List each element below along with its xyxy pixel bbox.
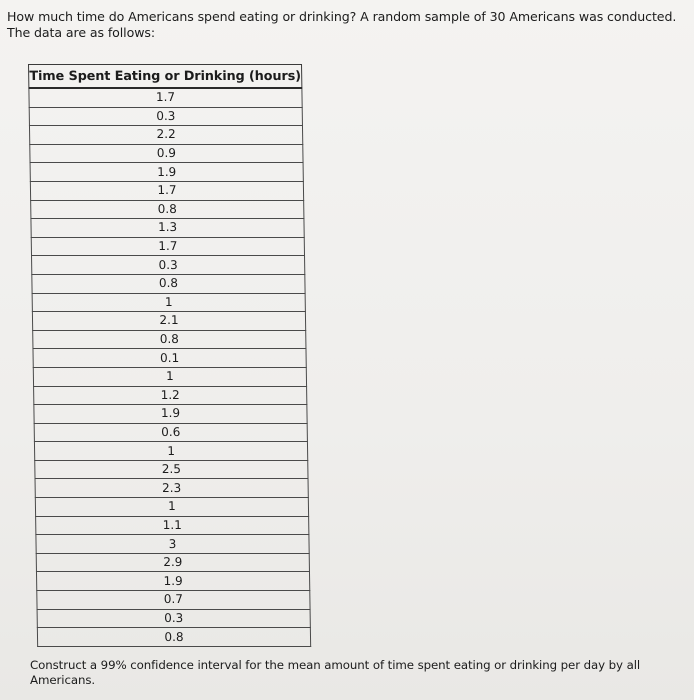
table-cell-value: 2.5 xyxy=(35,460,308,479)
table-cell-value: 1 xyxy=(32,293,305,312)
table-cell-value: 2.9 xyxy=(36,553,309,572)
table-row xyxy=(36,572,309,591)
table-row xyxy=(32,312,305,331)
table-row xyxy=(37,628,310,647)
table-cell-value: 1.2 xyxy=(34,386,307,405)
table-header: Time Spent Eating or Drinking (hours) xyxy=(29,65,302,89)
table-cell-value: 1 xyxy=(34,442,307,461)
intro-line-1: How much time do Americans spend eating or drinking? A random sample of 30 Americans was conducted. xyxy=(7,9,677,24)
table-row xyxy=(36,516,309,535)
table-row xyxy=(35,460,308,479)
table-row xyxy=(34,442,307,461)
table-cell-value: 0.8 xyxy=(31,200,304,219)
table-cell-value: 2.1 xyxy=(32,312,305,331)
table-body xyxy=(29,88,311,646)
table-cell-value: 0.7 xyxy=(37,591,310,610)
table-row xyxy=(29,126,302,145)
table-cell-value: 2.2 xyxy=(29,126,302,145)
table-cell-value: 1.7 xyxy=(31,237,304,256)
table-row xyxy=(33,367,306,386)
table-cell-value: 1.9 xyxy=(36,572,309,591)
table-row xyxy=(33,330,306,349)
table-row xyxy=(37,591,310,610)
table-cell-value: 0.3 xyxy=(32,256,305,275)
table-cell-value: 1.7 xyxy=(29,88,302,107)
question-text xyxy=(30,658,680,687)
data-table-container xyxy=(28,64,311,647)
table-cell-value: 0.6 xyxy=(34,423,307,442)
table-row xyxy=(31,200,304,219)
table-row xyxy=(32,293,305,312)
table-row xyxy=(30,163,303,182)
table-row xyxy=(32,274,305,293)
table-cell-value: 1 xyxy=(35,498,308,517)
table-cell-value: 1.3 xyxy=(31,219,304,238)
table-cell-value: 0.8 xyxy=(37,628,310,647)
table-row xyxy=(34,423,307,442)
problem-intro xyxy=(7,9,691,40)
table-cell-value: 0.3 xyxy=(29,107,302,126)
table-row xyxy=(29,88,302,107)
table-row xyxy=(32,256,305,275)
table-cell-value: 0.1 xyxy=(33,349,306,368)
table-row xyxy=(29,107,302,126)
table-row xyxy=(36,553,309,572)
table-row xyxy=(35,479,308,498)
table-row xyxy=(31,219,304,238)
table-header-row xyxy=(29,65,302,89)
table-cell-value: 1.1 xyxy=(36,516,309,535)
table-row xyxy=(36,535,309,554)
table-row xyxy=(33,349,306,368)
table-cell-value: 0.8 xyxy=(33,330,306,349)
table-row xyxy=(35,498,308,517)
table-row xyxy=(34,386,307,405)
table-cell-value: 3 xyxy=(36,535,309,554)
table-row xyxy=(34,405,307,424)
question-line-2: Americans. xyxy=(30,672,96,687)
table-cell-value: 0.8 xyxy=(32,274,305,293)
table-cell-value: 1 xyxy=(33,367,306,386)
table-row xyxy=(30,181,303,200)
question-line-1: Construct a 99% confidence interval for the mean amount of time spent eating or drinking per day by all xyxy=(30,658,641,672)
table-row xyxy=(31,237,304,256)
table-cell-value: 1.9 xyxy=(34,405,307,424)
table-cell-value: 0.9 xyxy=(30,144,303,163)
data-table xyxy=(28,64,311,647)
table-cell-value: 1.7 xyxy=(30,181,303,200)
table-cell-value: 1.9 xyxy=(30,163,303,182)
table-row xyxy=(37,609,310,628)
table-row xyxy=(30,144,303,163)
table-cell-value: 2.3 xyxy=(35,479,308,498)
table-cell-value: 0.3 xyxy=(37,609,310,628)
intro-line-2: The data are as follows: xyxy=(7,24,155,40)
